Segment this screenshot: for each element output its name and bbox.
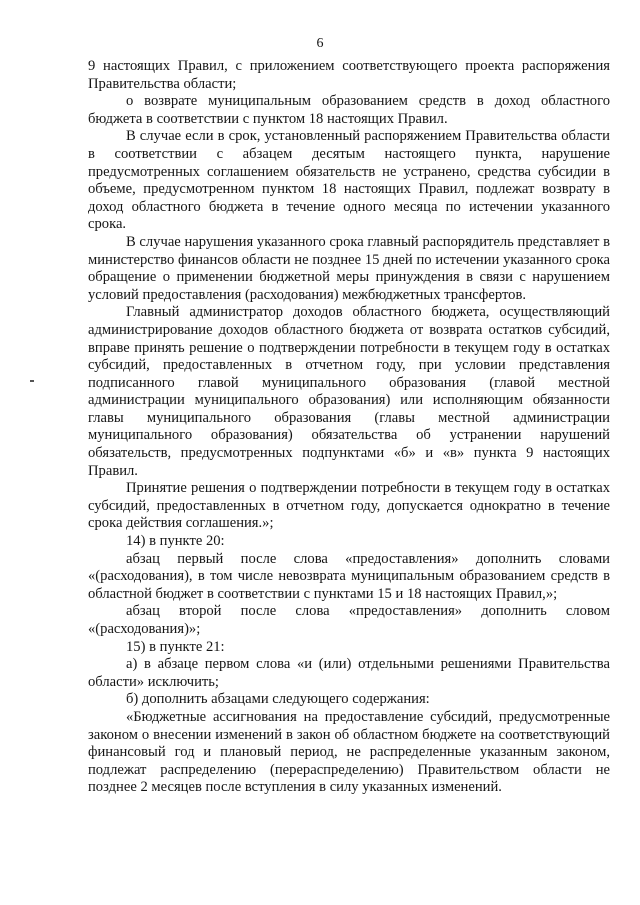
paragraph: 15) в пункте 21: (126, 638, 225, 655)
paragraph: «Бюджетные ассигнования на предоставление субсидий, предусмотренные законом о внесении изменений в закон об областном бюджете на соответствующий финансовый год и плановый период, не распределенные указанным законом, подлежат распределению (перераспределению) Правительством области не позднее 2 месяцев после вступления в силу указанных изменений. (88, 708, 610, 796)
paragraph: а) в абзаце первом слова «и (или) отдельными решениями Правительства области» исключить; (88, 656, 610, 690)
page-number: 6 (316, 36, 324, 51)
paragraph: абзац второй после слова «предоставления» дополнить словом «(расходования)»; (88, 603, 610, 637)
paragraph: б) дополнить абзацами следующего содержания: (126, 691, 430, 708)
paragraph: Принятие решения о подтверждении потребности в текущем году в остатках субсидий, предоставленных в отчетном году, допускается однократно в течение срока действия соглашения.»; (88, 480, 610, 532)
paragraph: В случае если в срок, установленный распоряжением Правительства области в соответствии с абзацем десятым настоящего пункта, нарушение предусмотренных соглашением обязательств не устранено, средства субсидии в объеме, предусмотренном пунктом 18 настоящих Правил, подлежат возврату в доход областного бюджета в течение одного месяца по истечении указанного срока. (88, 128, 610, 233)
paragraph: абзац первый после слова «предоставления» дополнить словами «(расходования), в том числе невозврата муниципальным образованием средств в областной бюджет в соответствии с пунктами 15 и 18 настоящих Правил,»; (88, 550, 610, 602)
document-body (88, 58, 610, 797)
paragraph: 9 настоящих Правил, с приложением соответствующего проекта распоряжения Правительства области; (88, 58, 610, 92)
scan-margin-mark (30, 380, 34, 382)
paragraph: о возврате муниципальным образованием средств в доход областного бюджета в соответствии с пунктом 18 настоящих Правил. (88, 93, 610, 127)
paragraph: Главный администратор доходов областного бюджета, осуществляющий администрирование доходов областного бюджета от возврата остатков субсидий, вправе принять решение о подтверждении потребности в текущем году в остатках субсидий, предоставленных в отчетном году, при условии представления подписанного главой муниципального образования (главой местной администрации муниципального образования) или исполняющим обязанности главы муниципального образования (главы местной администрации муниципального образования) обязательства об устранении нарушений обязательств, предусмотренных подпунктами «б» и «в» пункта 9 настоящих Правил. (88, 304, 610, 479)
paragraph: В случае нарушения указанного срока главный распорядитель представляет в министерство финансов области не позднее 15 дней по истечении указанного срока обращение о применении бюджетной меры принуждения в связи с нарушением условий предоставления (расходования) межбюджетных трансфертов. (88, 233, 610, 303)
paragraph: 14) в пункте 20: (126, 533, 225, 550)
